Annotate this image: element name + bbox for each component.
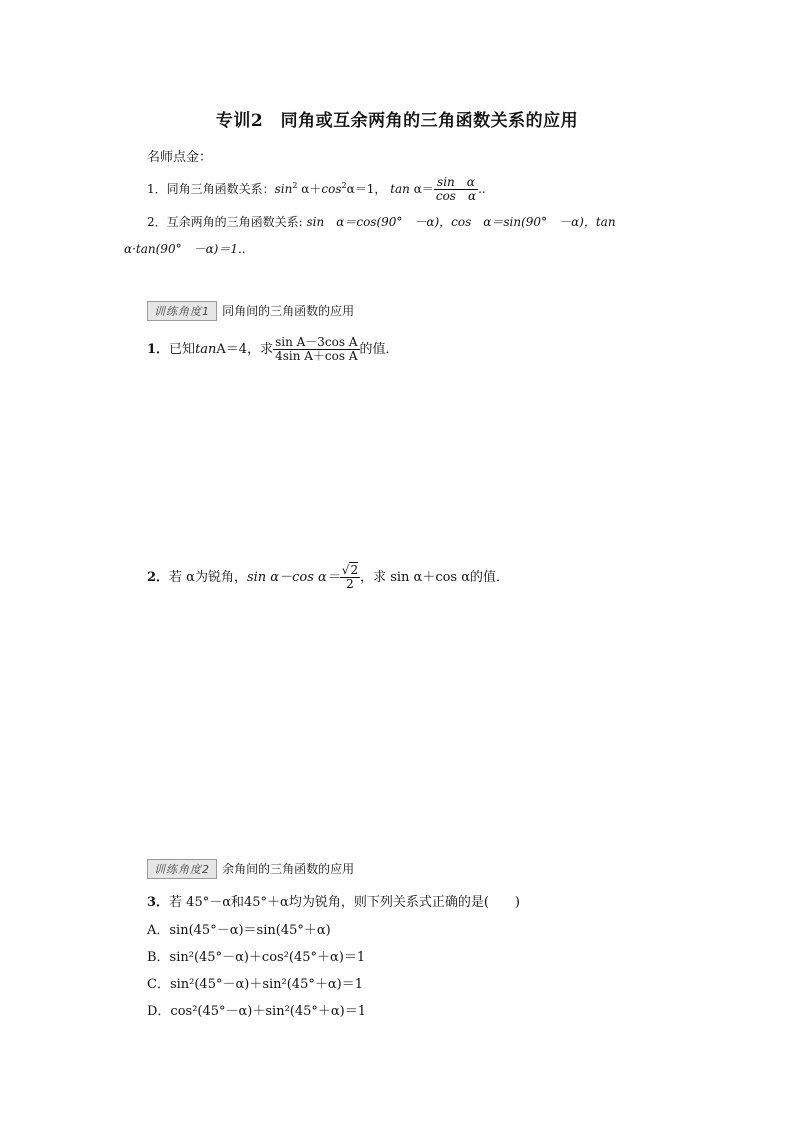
- question-1-text-a: 已知: [169, 342, 196, 358]
- section-2-badge: 训练角度2: [147, 859, 217, 879]
- point-1-prefix: 1．同角三角函数关系：: [147, 182, 275, 197]
- question-1-text-c: 的值．: [359, 342, 399, 358]
- point-1-end: ..: [478, 182, 486, 197]
- point-1-eq: α＋: [301, 182, 322, 197]
- section-2-header: [147, 858, 354, 879]
- page-title: 专训2 同角或互余两角的三角函数关系的应用: [215, 111, 579, 131]
- question-2-text-b: ，求 sin α＋cos α的值．: [360, 570, 510, 586]
- question-3-text: 若 45°－α和45°＋α均为锐角，则下列关系式正确的是( ): [169, 895, 520, 910]
- point-1-sin: sin: [274, 182, 293, 197]
- point-2-line2-text: α·tan(90° －α)＝1..: [124, 242, 246, 256]
- question-1-fraction: [273, 336, 359, 363]
- question-3-option-b: B．sin²(45°－α)＋cos²(45°＋α)＝1: [147, 950, 366, 965]
- point-1-tan: tan: [390, 182, 410, 197]
- question-1-text-b: A＝4，求: [216, 342, 274, 358]
- question-1-number: 1．: [147, 342, 170, 358]
- question-2: [147, 564, 509, 591]
- point-1-frac-den: cos α: [435, 189, 477, 204]
- question-2-frac-num-wrap: √2: [341, 563, 359, 577]
- question-3-number: 3．: [147, 895, 170, 910]
- question-2-text-a: 若 α为锐角，: [169, 570, 247, 586]
- point-2-text: sin α＝cos(90° －α)，cos α＝sin(90° －α)，tan: [306, 215, 616, 229]
- question-3-option-c: C．sin²(45°－α)＋sin²(45°＋α)＝1: [147, 977, 363, 992]
- section-1-header: [147, 300, 354, 321]
- question-3-stem: [147, 891, 520, 910]
- question-2-frac-num: 2: [350, 563, 359, 577]
- question-1: [147, 336, 399, 363]
- question-3-option-d: D．cos²(45°－α)＋sin²(45°＋α)＝1: [147, 1004, 367, 1019]
- section-2-label: 余角间的三角函数的应用: [222, 862, 355, 876]
- point-1-fraction: [434, 176, 478, 203]
- section-1-label: 同角间的三角函数的应用: [222, 304, 355, 318]
- question-2-fraction: [340, 564, 360, 591]
- section-1-badge: 训练角度1: [147, 301, 217, 321]
- intro-label: 名师点金：: [147, 150, 213, 165]
- point-2-line2: [124, 240, 246, 257]
- point-1-cos: cos: [321, 182, 342, 197]
- question-1-tan: tan: [195, 342, 217, 358]
- point-1-frac-num: sin α: [437, 175, 475, 189]
- point-2: [147, 213, 616, 230]
- question-2-number: 2．: [147, 570, 170, 586]
- question-2-frac-den: 2: [340, 577, 360, 591]
- question-1-frac-num: sin A－3cos A: [275, 335, 358, 349]
- point-1-alpha: α＝: [413, 182, 434, 197]
- question-1-frac-den: 4sin A＋cos A: [275, 349, 358, 364]
- point-2-prefix: 2．互余两角的三角函数关系:: [147, 215, 303, 229]
- question-2-expr: sin α－cos α＝: [246, 570, 340, 586]
- point-1: 1．同角三角函数关系：$\sin^2 \alpha+\cos^2\alpha=1$， tan α＝ $\frac{\text{sin α}}{\text{cos α}}$ ..: [147, 175, 486, 204]
- point-1-eq2: α＝1，: [346, 182, 387, 197]
- question-3-option-a: A．sin(45°－α)＝sin(45°＋α): [147, 923, 331, 938]
